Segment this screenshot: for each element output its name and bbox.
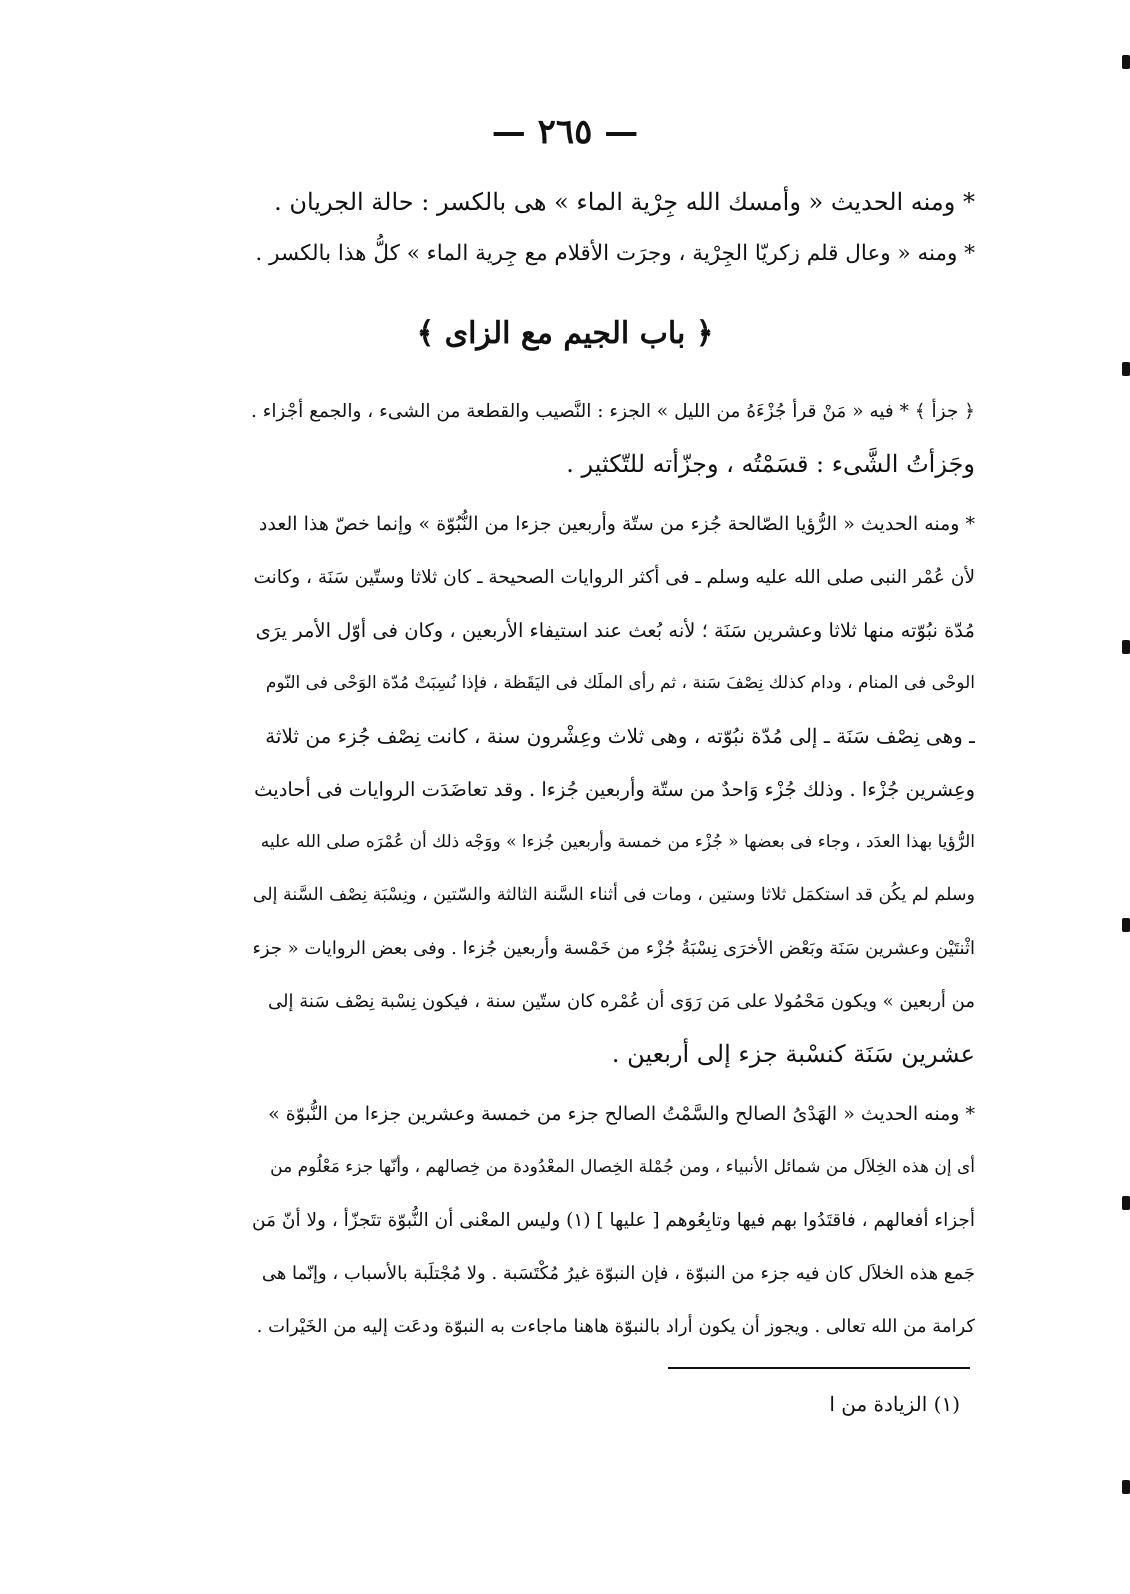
text-line: الوحْى فى المنام ، ودام كذلك نِصْفَ سَنة ، ثم رأى الملَك فى اليَقَظة ، فإذا نُسِبَتْ مُدّة الوَحْى فى النّوم [265, 673, 975, 693]
text-line: جَمع هذه الخلاَل كان فيه جزء من النبوّة ، فإن النبوّة غيرُ مُكْتَسَبة . ولا مُجْتلَبة بالأسباب ، وإنّما هى [261, 1263, 975, 1284]
text-line: عشرين سَنَة كنسْبة جزء إلى أربعين . [611, 1040, 975, 1068]
margin-mark [1122, 55, 1130, 69]
margin-mark [1122, 362, 1130, 376]
margin-mark [1122, 640, 1130, 654]
margin-mark [1122, 1480, 1130, 1494]
text-line: ـ وهى نِصْف سَنَة ـ إلى مُدّة نبُوّته ، وهى ثلاث وعِشْرون سنة ، كانت نِصْف جُزء من ثلاثة [265, 724, 975, 748]
text-line: مُدّة نبُوّته منها ثلاثا وعشرين سَنَة ؛ لأنه بُعث عند استيفاء الأربعين ، وكان فى أوّل الأمر يرَى [255, 619, 975, 642]
intro-paragraph [250, 176, 975, 280]
text-line: أى إن هذه الخِلاَل من شمائل الأنبياء ، ومن جُمْلة الخِصال المعْدُودة من خِصالهم ، وأنّها جزء مَعْلُوم من [270, 1157, 975, 1177]
text-line: الرُّؤيا بهذا العدَد ، وجاء فى بعضها « جُزْء من خمسة وأربعين جُزءا » ووَجْه ذلك أن عُمْرَه صلى الله عليه [260, 832, 975, 852]
text-line: كرامة من الله تعالى . ويجوز أن يكون أراد بالنبوّة هاهنا ماجاءت به النبوّة ودعَت إليه من الخَيْرات . [256, 1316, 975, 1337]
text-line: * ومنه « وعال قلم زكريّا الجِرْية ، وجرَت الأقلام مع جِرية الماء » كلُّ هذا بالكسر . [255, 241, 975, 266]
footnote: (١) الزيادة من ا [829, 1392, 960, 1416]
text-line: وجَزأتُ الشَّىء : قسَمْتُه ، وجزّأته للتّكثير . [566, 450, 975, 478]
text-line: ﴿ جزأ ﴾ * فيه « مَنْ قرأ جُزْءَهُ من الليل » الجزء : النَّصيب والقطعة من الشىء ، والجمع أجْزاء . [250, 401, 975, 422]
margin-mark [1122, 918, 1130, 932]
text-line: اثْنتَيْن وعشرين سَنَة وبَعْض الأخرَى نِسْبَةُ جُزْء من خَمْسة وأربعين جُزءا . وفى بعض الروايات « جزء [252, 938, 975, 959]
text-line: لأن عُمْر النبى صلى الله عليه وسلم ـ فى أكثر الروايات الصحيحة ـ كان ثلاثا وستّين سَنَة ، وكانت [253, 567, 975, 588]
text-line: * ومنه الحديث « وأمسك الله جِرْية الماء » هى بالكسر : حالة الجريان . [274, 188, 975, 216]
text-line: أجزاء أفعالهم ، فاقتَدُوا بهم فيها وتابِعُوهم [ عليها ] (١) وليس المعْنى أن النُّبوّة تتَجزّأ ، ولا أنّ مَن [251, 1210, 975, 1231]
margin-mark [1122, 1196, 1130, 1210]
footnote-divider [668, 1367, 970, 1369]
page-number: — ٢٦٥ — [491, 112, 639, 152]
entry-paragraph [250, 386, 975, 490]
chapter-heading: ﴿ باب الجيم مع الزاى ﴾ [416, 316, 714, 351]
text-line: وعِشرين جُزْءا . وذلك جُزْء وَاحدٌ من ستّة وأربعين جُزءا . وقد تعاضَدَت الروايات فى أحاديث [254, 778, 975, 801]
text-line: * ومنه الحديث « الرُّؤيا الصّالحة جُزء من ستّة وأربعين جزءا من النُّبُوّة » وإنما خصّ هذا العدد [258, 513, 975, 535]
text-line: من أربعين » ويكون مَحْمُولا على مَن رَوَى أن عُمْره كان ستّين سنة ، فيكون نِسْبة نِصْف سَنة إلى [268, 991, 975, 1012]
hadith-paragraph [250, 498, 975, 1081]
hadith-paragraph [250, 1088, 975, 1353]
text-line: وسلم لم يكُن قد استكمَل ثلاثا وستين ، ومات فى أثناء السَّنة الثالثة والسّتين ، ونِسْبَة نِصْف السَّنة إلى [252, 885, 975, 905]
text-line: * ومنه الحديث « الهَدْىُ الصالح والسَّمْتُ الصالح جزء من خمسة وعشرين جزءا من النُّبوّة » [268, 1103, 975, 1125]
